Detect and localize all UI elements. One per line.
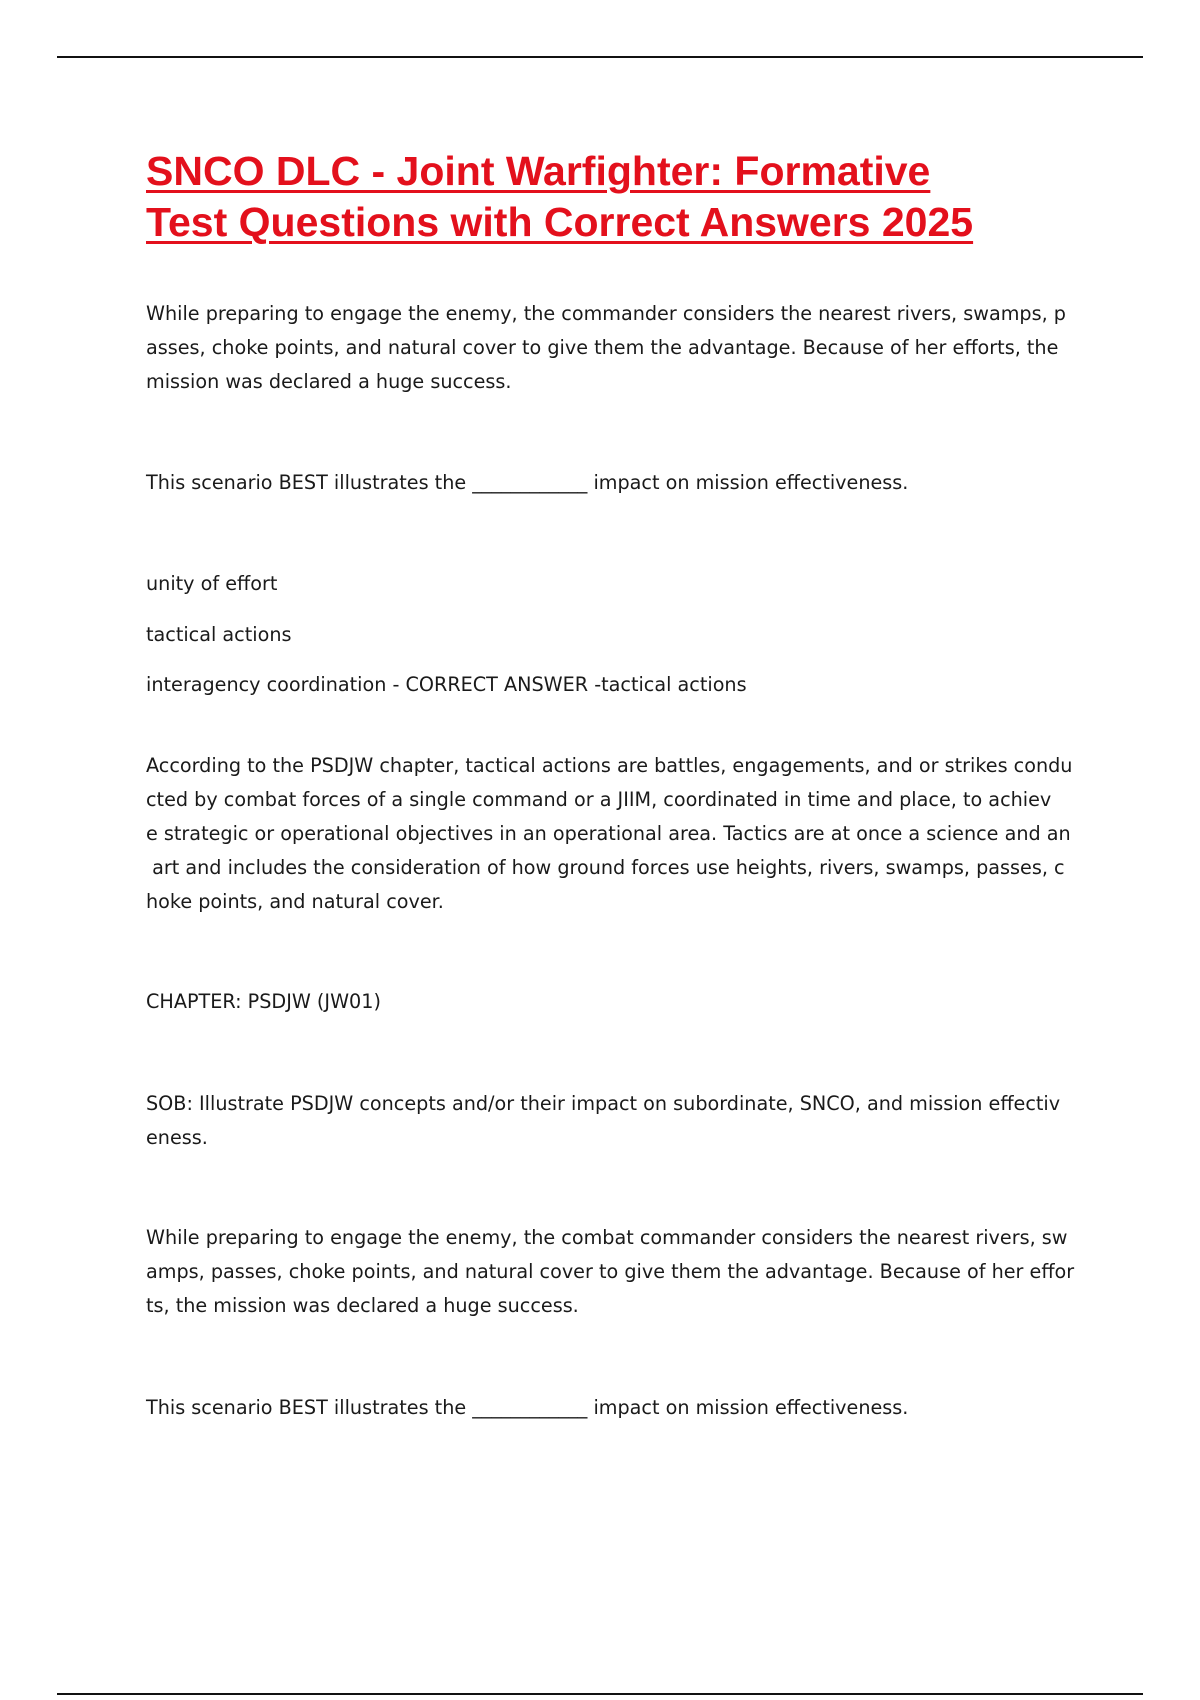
title-line: SNCO DLC - Joint Warfighter: Formative [146, 148, 931, 194]
option-text: interagency coordination - CORRECT ANSWER -tactical actions [146, 673, 747, 696]
text-line: This scenario BEST illustrates the ____________ impact on mission effectiveness. [146, 471, 909, 494]
q1-option-b [146, 618, 291, 652]
text-line: e strategic or operational objectives in an operational area. Tactics are at once a science and an [146, 822, 1071, 845]
text-line: cted by combat forces of a single command or a JIIM, coordinated in time and place, to achiev [146, 788, 1052, 811]
q1-sob [146, 1087, 1060, 1155]
text-line: According to the PSDJW chapter, tactical actions are battles, engagements, and or strikes condu [146, 754, 1073, 777]
bottom-divider [57, 1693, 1143, 1695]
top-divider [57, 56, 1143, 58]
q1-chapter [146, 985, 381, 1019]
text-line: eness. [146, 1126, 208, 1149]
title-line: Test Questions with Correct Answers 2025 [146, 199, 974, 245]
text-line: This scenario BEST illustrates the ____________ impact on mission effectiveness. [146, 1396, 909, 1419]
document-title [146, 146, 1106, 248]
q1-prompt [146, 466, 908, 500]
text-line: SOB: Illustrate PSDJW concepts and/or their impact on subordinate, SNCO, and mission effectiv [146, 1092, 1061, 1115]
q1-scenario [146, 297, 1066, 399]
text-line: hoke points, and natural cover. [146, 890, 444, 913]
text-line: amps, passes, choke points, and natural cover to give them the advantage. Because of her effor [146, 1260, 1075, 1283]
q1-option-a [146, 567, 277, 601]
text-line: CHAPTER: PSDJW (JW01) [146, 990, 381, 1013]
text-line: mission was declared a huge success. [146, 370, 512, 393]
q2-prompt [146, 1391, 908, 1425]
q1-explanation [146, 749, 1072, 919]
text-line: asses, choke points, and natural cover to give them the advantage. Because of her efforts, the [146, 336, 1059, 359]
option-text: unity of effort [146, 572, 278, 595]
option-text: tactical actions [146, 623, 292, 646]
text-line: While preparing to engage the enemy, the combat commander considers the nearest rivers, sw [146, 1226, 1068, 1249]
text-line: ts, the mission was declared a huge success. [146, 1294, 579, 1317]
q1-option-c-correct-answer [146, 668, 747, 702]
text-line: While preparing to engage the enemy, the commander considers the nearest rivers, swamps, p [146, 302, 1066, 325]
text-line: art and includes the consideration of how ground forces use heights, rivers, swamps, passes, c [146, 856, 1065, 879]
q2-scenario [146, 1221, 1074, 1323]
